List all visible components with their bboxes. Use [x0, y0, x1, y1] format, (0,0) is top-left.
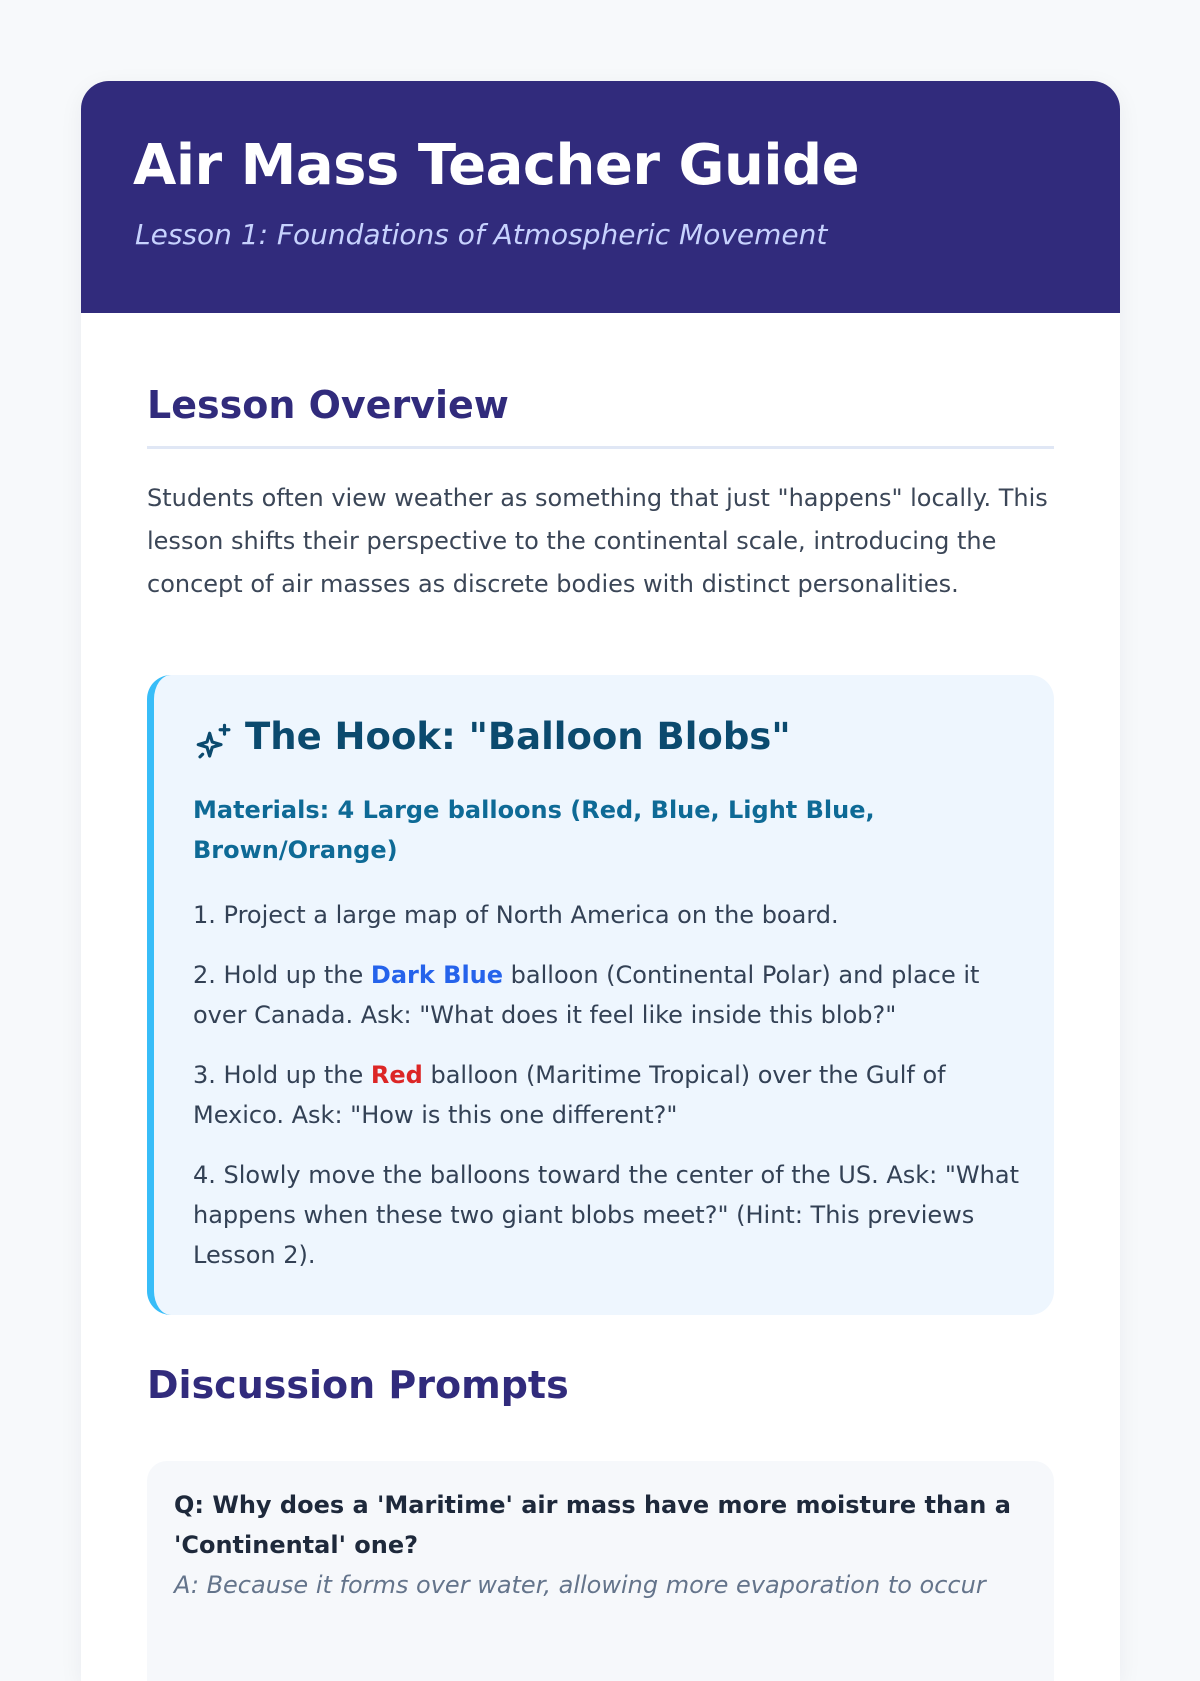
hook-step-text: balloon (Continental Polar) and place it over Canada. Ask: "What does it feel like inside this blob?"	[193, 961, 980, 1029]
overview-heading: Lesson Overview	[147, 383, 509, 427]
hook-step-text: 1. Project a large map of North America on the board.	[193, 901, 839, 929]
hook-step-text: 3. Hold up the	[193, 1061, 371, 1089]
hook-step-1	[193, 895, 1033, 935]
guide-header	[81, 81, 1120, 313]
hook-steps-list	[193, 895, 1033, 1295]
hook-step-3	[193, 1055, 1033, 1135]
overview-divider	[147, 446, 1054, 449]
hook-step-text: balloon (Maritime Tropical) over the Gulf of Mexico. Ask: "How is this one different?"	[193, 1061, 946, 1129]
dark-blue-highlight: Dark Blue	[370, 961, 504, 989]
hook-heading: The Hook: "Balloon Blobs"	[245, 715, 791, 758]
overview-text: Students often view weather as something that just "happens" locally. This lesson shifts their perspective to the continental scale, introducing the concept of air masses as discrete bodies with distinct personalities.	[147, 484, 1048, 598]
sparkles-icon	[193, 721, 235, 763]
hook-materials: Materials: 4 Large balloons (Red, Blue, Light Blue, Brown/Orange)	[193, 796, 875, 864]
page-subtitle: Lesson 1: Foundations of Atmospheric Movement	[135, 218, 828, 251]
discussion-question: Q: Why does a 'Maritime' air mass have more moisture than a 'Continental' one?	[174, 1491, 1011, 1559]
hook-callout	[147, 675, 1054, 1315]
hook-step-4	[193, 1155, 1033, 1275]
hook-step-2	[193, 955, 1033, 1035]
hook-step-text: 2. Hold up the	[193, 961, 371, 989]
red-highlight: Red	[370, 1061, 423, 1089]
hook-step-text: 4. Slowly move the balloons toward the center of the US. Ask: "What happens when these two giant blobs meet?" (Hint: This previews Lesson 2).	[193, 1161, 1019, 1269]
discussion-prompt-card	[147, 1461, 1054, 1681]
discussion-answer: A: Because it forms over water, allowing more evaporation to occur	[174, 1571, 986, 1599]
guide-card	[81, 81, 1120, 1681]
page-title: Air Mass Teacher Guide	[133, 133, 860, 198]
discussion-heading: Discussion Prompts	[147, 1363, 569, 1407]
